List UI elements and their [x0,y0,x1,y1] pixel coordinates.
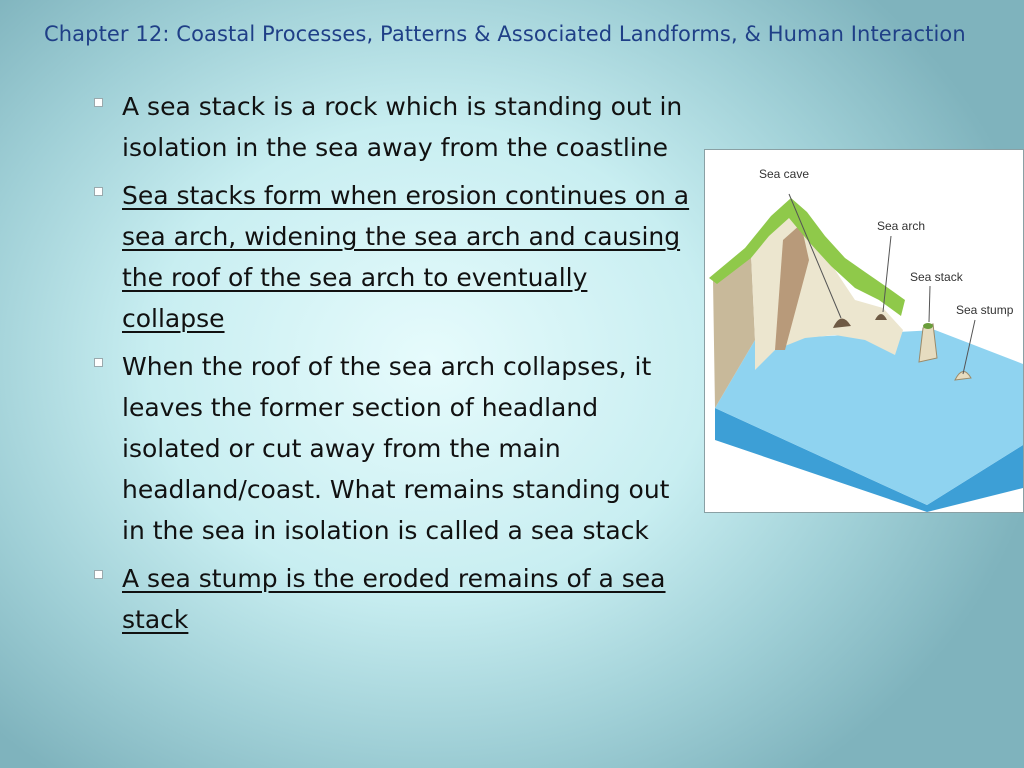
bullet-list [88,86,692,647]
sea-stack-top [923,323,933,329]
bullet-item [88,86,692,168]
bullet-text: A sea stack is a rock which is standing out in isolation in the sea away from the coastline [122,92,683,162]
diagram-illustration [705,150,1023,512]
bullet-text: Sea stacks form when erosion continues on a sea arch, widening the sea arch and causing the roof of the sea arch to eventually collapse [122,181,690,333]
slide-title: Chapter 12: Coastal Processes, Patterns & Associated Landforms, & Human Interaction [44,22,966,46]
bullet-marker-icon [94,187,103,196]
bullet-marker-icon [94,98,103,107]
sea-stack-leader [929,286,930,322]
bullet-marker-icon [94,358,103,367]
label-sea-arch: Sea arch [877,219,926,233]
sea-stack-shape [919,324,937,362]
coastal-landforms-diagram [704,149,1024,513]
bullet-item [88,346,692,551]
bullet-text: When the roof of the sea arch collapses, it leaves the former section of headland isolated or cut away from the main headland/coast. What remains standing out in the sea in isolation is called a sea stack [122,352,670,545]
label-sea-stump: Sea stump [956,303,1014,317]
bullet-marker-icon [94,570,103,579]
bullet-item [88,175,692,339]
bullet-text: A sea stump is the eroded remains of a sea stack [122,564,666,634]
label-sea-cave: Sea cave [759,167,810,181]
bullet-item [88,558,692,640]
label-sea-stack: Sea stack [910,270,963,284]
